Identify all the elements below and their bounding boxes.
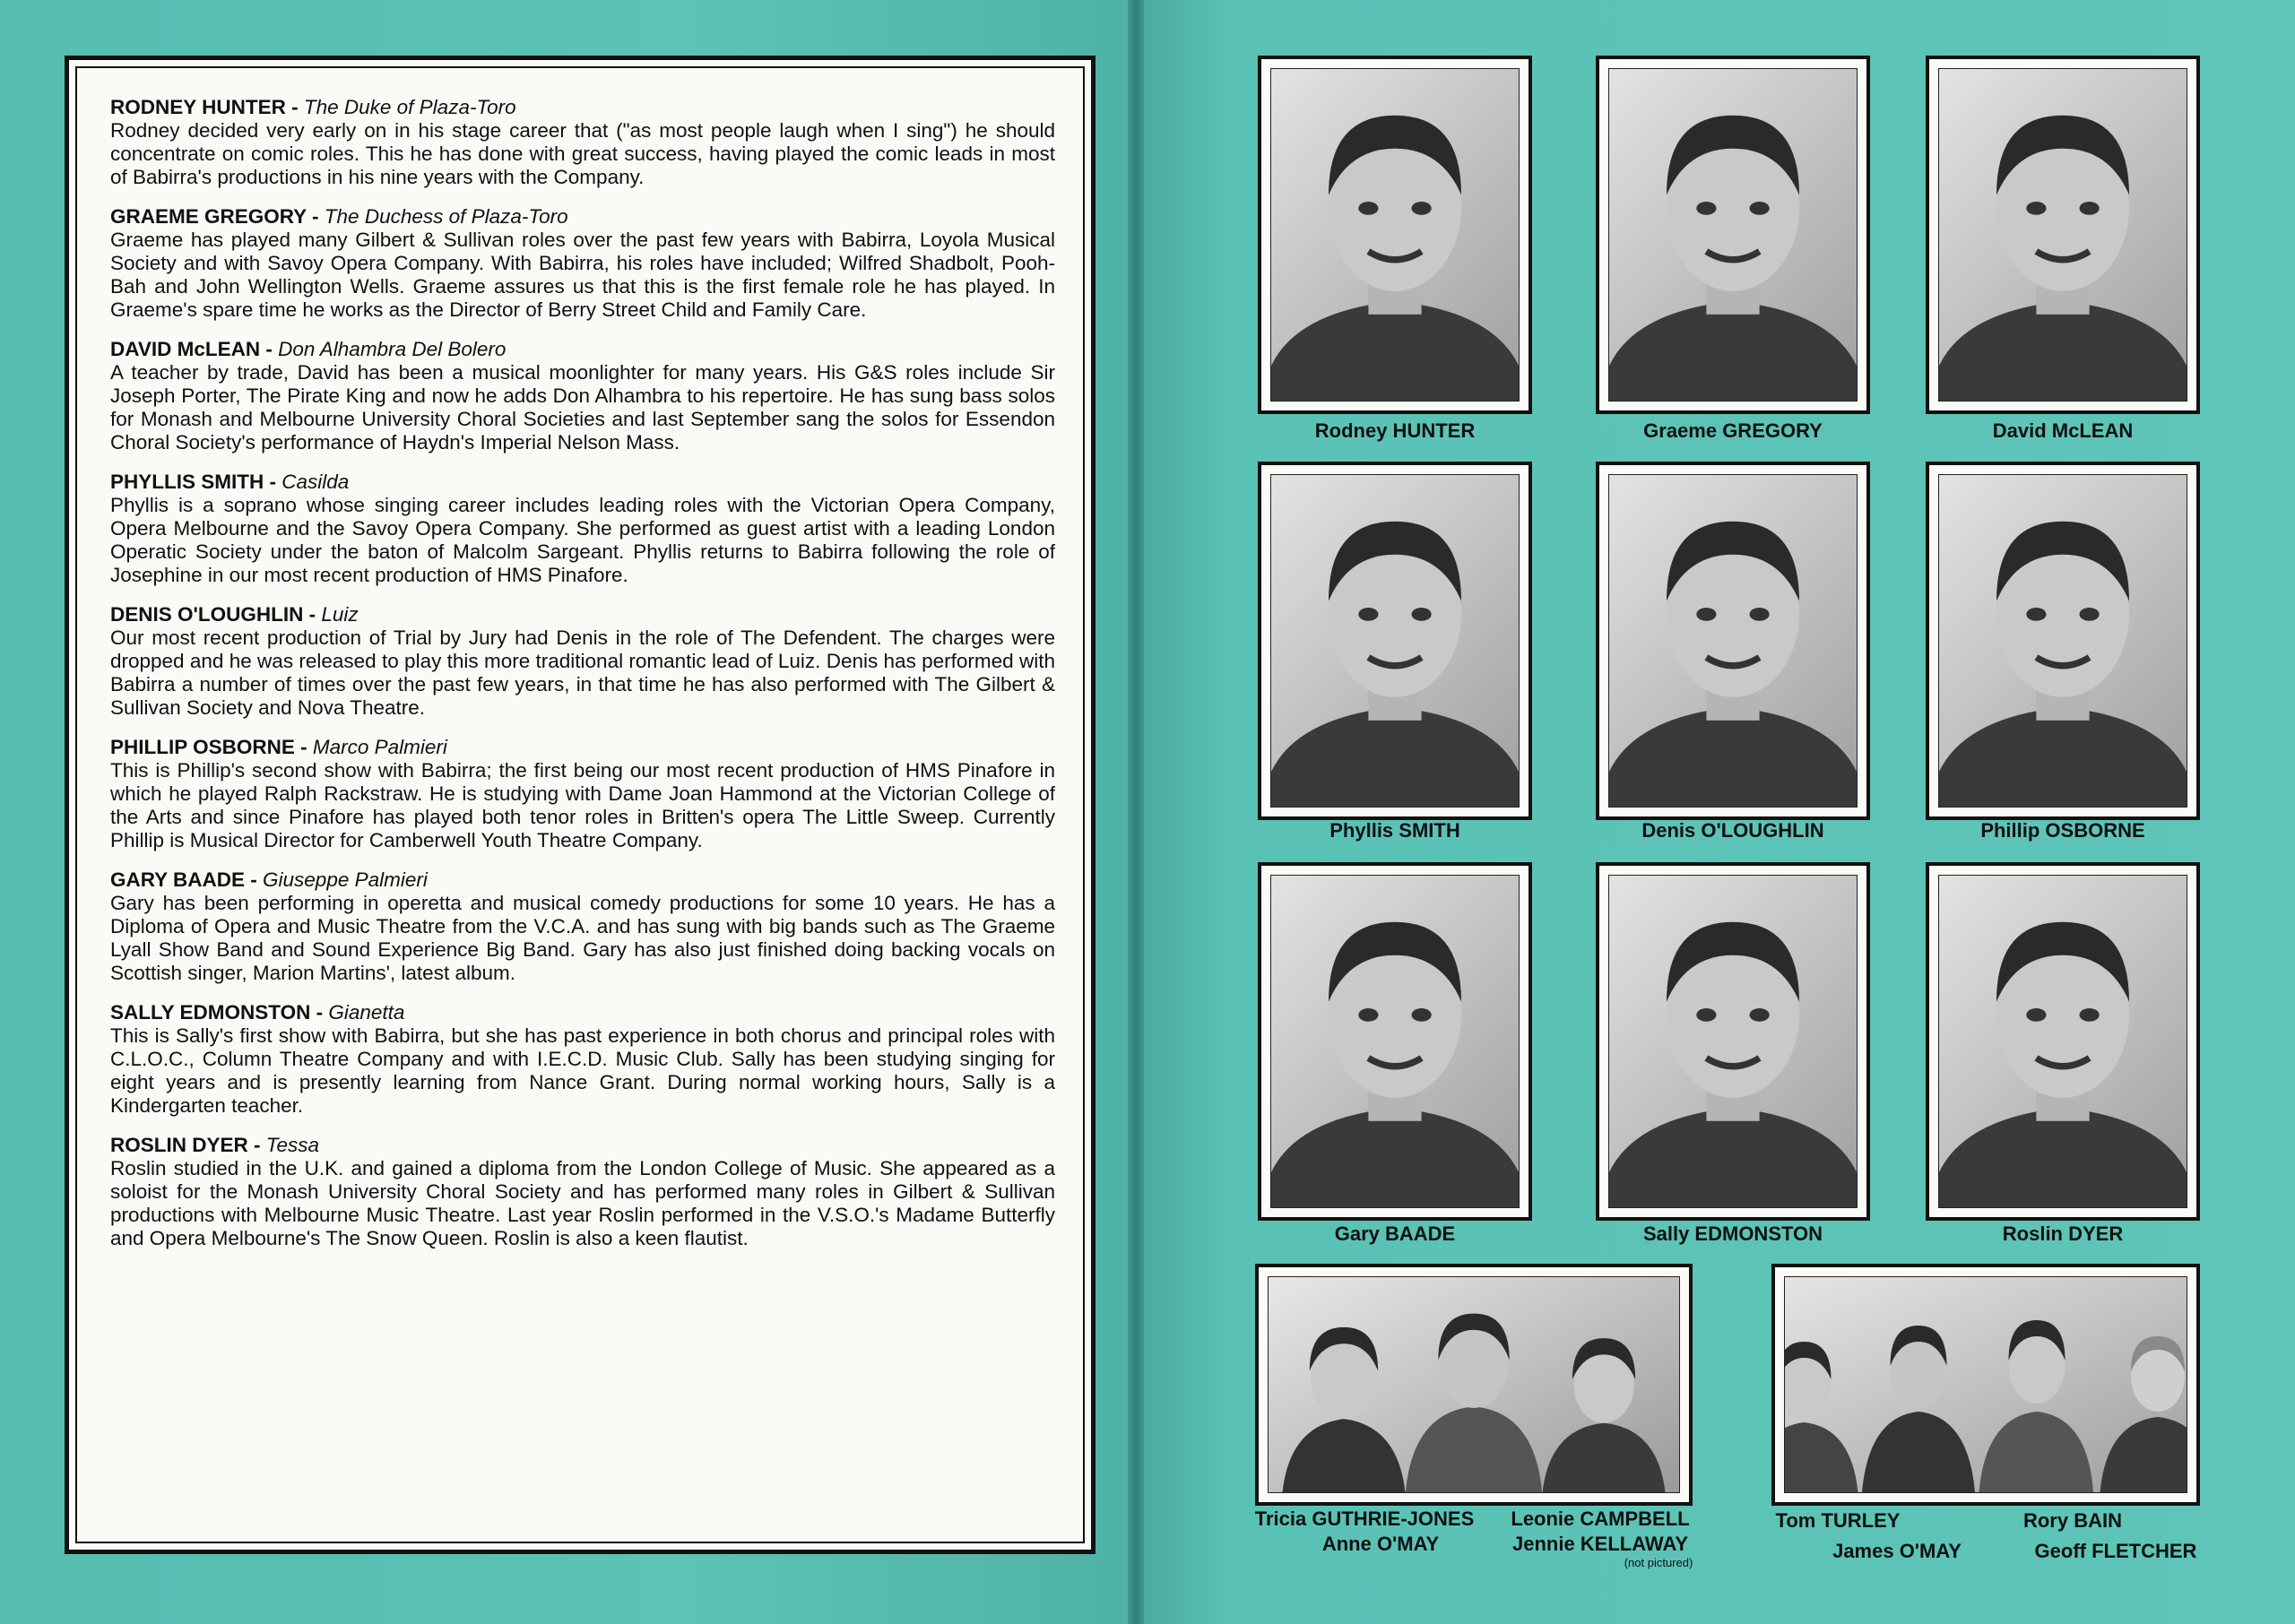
bio-role: Don Alhambra Del Bolero [278,338,507,360]
caption-denis-oloughlin: Denis O'LOUGHLIN [1641,819,1824,842]
caption-david-mclean: David McLEAN [1992,419,2134,442]
portrait-image [1609,475,1857,807]
bio-entry: DAVID McLEAN - Don Alhambra Del Bolero A teacher by trade, David has been a musical moonlighter for many years. His G&S roles include Sir Joseph Porter, The Pirate King and now he adds Don Alhambra to his repertoire. He has sung bass solos for Monash and Melbourne University Choral Societies and last September sang the solos for Essendon Choral Society's performance of Haydn's Imperial Nelson Mass. [110,338,1055,454]
bio-role: Luiz [321,603,359,626]
bio-text: Our most recent production of Trial by Jury had Denis in the role of The Defendent. The charges were dropped and he was released to play this more traditional romantic lead of Luiz. Denis has performed with Babirra a number of times over the past few years, in that time he has also performed with The Gilbert & Sullivan Society and Nova Theatre. [110,626,1055,719]
caption-tom-turley: Tom TURLEY [1775,1509,1901,1532]
bio-text: Graeme has played many Gilbert & Sullivan roles over the past few years with Babirra, Loyola Musical Society and with Savoy Opera Company. With Babirra, his roles have included; Wilfred Shadbolt, Pooh-Bah and John Wellington Wells. Graeme assures us that this is the first female role he has played. In Graeme's spare time he works as the Director of Berry Street Child and Family Care. [110,229,1055,321]
caption-rory-bain: Rory BAIN [2022,1509,2122,1532]
caption-phillip-osborne: Phillip OSBORNE [1980,819,2145,842]
portrait-image [1271,475,1519,807]
bio-entry: ROSLIN DYER - Tessa Roslin studied in the U.K. and gained a diploma from the London College of Music. She appeared as a soloist for the Monash University Choral Society and has performed many roles in Gilbert & Sullivan productions with Melbourne Music Theatre. Last year Roslin performed in the V.S.O.'s Madame Butterfly and Opera Melbourne's The Snow Queen. Roslin is also a keen flautist. [110,1134,1055,1249]
caption-graeme-gregory: Graeme GREGORY [1643,419,1823,442]
booklet-spine [1128,0,1144,1624]
bio-role: The Duke of Plaza-Toro [303,96,516,118]
bio-name: ROSLIN DYER [110,1134,248,1156]
caption-james-omay: James O'MAY [1832,1540,1962,1562]
bio-text: Gary has been performing in operetta and musical comedy productions for some 10 years. He has a Diploma of Opera and Music Theatre from the V.C.A. and has sung with big bands such as The Graeme Lyall Show Band and Sound Experience Big Band. Gary has also just finished doing backing vocals on Scottish singer, Marion Martins', latest album. [110,892,1055,984]
caption-leonie-campbell: Leonie CAMPBELL [1511,1507,1690,1530]
bio-text: This is Sally's first show with Babirra, but she has past experience in both chorus and principal roles with C.L.O.C., Column Theatre Company and with I.E.C.D. Music Club. Sally has been studying singing for eight years and is presently learning from Nance Grant. During normal working hours, Sally is a Kindergarten teacher. [110,1024,1055,1117]
photo-gary-baade [1258,862,1532,1221]
bio-name: PHILLIP OSBORNE [110,736,295,758]
photo-chorus-women [1255,1264,1693,1506]
caption-anne-omay: Anne O'MAY [1321,1533,1440,1555]
bio-entry: SALLY EDMONSTON - Gianetta This is Sally's first show with Babirra, but she has past experience in both chorus and principal roles with C.L.O.C., Column Theatre Company and with I.E.C.D. Music Club. Sally has been studying singing for eight years and is presently learning from Nance Grant. During normal working hours, Sally is a Kindergarten teacher. [110,1001,1055,1117]
group-photo-image [1269,1277,1679,1492]
bio-entry: DENIS O'LOUGHLIN - Luiz Our most recent production of Trial by Jury had Denis in the role of The Defendent. The charges were dropped and he was released to play this more traditional romantic lead of Luiz. Denis has performed with Babirra a number of times over the past few years, in that time he has also performed with The Gilbert & Sullivan Society and Nova Theatre. [110,603,1055,719]
caption-gary-baade: Gary BAADE [1334,1222,1456,1245]
bio-name: GARY BAADE [110,868,246,891]
bio-role: Casilda [281,471,350,493]
caption-roslin-dyer: Roslin DYER [2002,1222,2124,1245]
bio-entry: RODNEY HUNTER - The Duke of Plaza-Toro Rodney decided very early on in his stage career that ("as most people laugh when I sing") he should concentrate on comic roles. This he has done with great success, having played the comic leads in most of Babirra's productions in his nine years with the Company. [110,96,1055,188]
bio-entry: PHILLIP OSBORNE - Marco Palmieri This is Phillip's second show with Babirra; the first being our most recent production of HMS Pinafore in which he played Ralph Rackstraw. He is studying with Dame Joan Hammond at the Victorian College of the Arts and since Pinafore has played both tenor roles in Britten's opera The Little Sweep. Currently Phillip is Musical Director for Camberwell Youth Theatre Company. [110,736,1055,851]
bio-text: A teacher by trade, David has been a musical moonlighter for many years. His G&S roles include Sir Joseph Porter, The Pirate King and now he adds Don Alhambra to his repertoire. He has sung bass solos for Monash and Melbourne University Choral Societies and last September sang the solos for Essendon Choral Society's performance of Haydn's Imperial Nelson Mass. [110,361,1055,454]
bio-name: RODNEY HUNTER [110,96,286,118]
photo-graeme-gregory [1596,56,1870,414]
bio-text: Roslin studied in the U.K. and gained a diploma from the London College of Music. She appeared as a soloist for the Monash University Choral Society and has performed many roles in Gilbert & Sullivan productions with Melbourne Music Theatre. Last year Roslin performed in the V.S.O.'s Madame Butterfly and Opera Melbourne's The Snow Queen. Roslin is also a keen flautist. [110,1157,1055,1249]
portrait-image [1271,69,1519,401]
bio-entry: GARY BAADE - Giuseppe Palmieri Gary has been performing in operetta and musical comedy productions for some 10 years. He has a Diploma of Opera and Music Theatre from the V.C.A. and has sung with big bands such as The Graeme Lyall Show Band and Sound Experience Big Band. Gary has also just finished doing backing vocals on Scottish singer, Marion Martins', latest album. [110,868,1055,984]
bio-role: Tessa [265,1134,319,1156]
caption-not-pictured: (not pictured) [1624,1556,1693,1569]
photo-roslin-dyer [1926,862,2200,1221]
bio-entry: GRAEME GREGORY - The Duchess of Plaza-Toro Graeme has played many Gilbert & Sullivan roles over the past few years with Babirra, Loyola Musical Society and with Savoy Opera Company. With Babirra, his roles have included; Wilfred Shadbolt, Pooh-Bah and John Wellington Wells. Graeme assures us that this is the first female role he has played. In Graeme's spare time he works as the Director of Berry Street Child and Family Care. [110,205,1055,321]
group-photo-image [1785,1277,2187,1492]
portrait-image [1939,475,2187,807]
photo-rodney-hunter [1258,56,1532,414]
bio-text: Phyllis is a soprano whose singing career includes leading roles with the Victorian Opera Company, Opera Melbourne and the Savoy Opera Company. She performed as guest artist with a leading London Operatic Society under the baton of Malcolm Sargeant. Phyllis returns to Babirra following the role of Josephine in our most recent production of HMS Pinafore. [110,494,1055,586]
caption-phyllis-smith: Phyllis SMITH [1329,819,1460,842]
bio-list [110,96,1055,1514]
bio-role: Marco Palmieri [312,736,447,758]
bio-role: Giuseppe Palmieri [263,868,428,891]
photo-chorus-men [1771,1264,2200,1506]
bio-role: Gianetta [328,1001,405,1024]
bio-name: SALLY EDMONSTON [110,1001,311,1024]
caption-sally-edmonston: Sally EDMONSTON [1642,1222,1823,1245]
bio-entry: PHYLLIS SMITH - Casilda Phyllis is a soprano whose singing career includes leading roles with the Victorian Opera Company, Opera Melbourne and the Savoy Opera Company. She performed as guest artist with a leading London Operatic Society under the baton of Malcolm Sargeant. Phyllis returns to Babirra following the role of Josephine in our most recent production of HMS Pinafore. [110,471,1055,586]
portrait-image [1609,69,1857,401]
portrait-image [1271,876,1519,1207]
caption-rodney-hunter: Rodney HUNTER [1314,419,1476,442]
photo-sally-edmonston [1596,862,1870,1221]
portrait-image [1939,876,2187,1207]
caption-tricia-guthrie-jones: Tricia GUTHRIE-JONES [1254,1507,1475,1530]
bio-name: DAVID McLEAN [110,338,261,360]
portrait-image [1609,876,1857,1207]
photo-denis-oloughlin [1596,462,1870,820]
bio-text: This is Phillip's second show with Babirra; the first being our most recent production of HMS Pinafore in which he played Ralph Rackstraw. He is studying with Dame Joan Hammond at the Victorian College of the Arts and since Pinafore has played both tenor roles in Britten's opera The Little Sweep. Currently Phillip is Musical Director for Camberwell Youth Theatre Company. [110,759,1055,851]
caption-jennie-kellaway: Jennie KELLAWAY [1511,1533,1688,1555]
photo-david-mclean [1926,56,2200,414]
bio-role: The Duchess of Plaza-Toro [324,205,568,228]
photo-phyllis-smith [1258,462,1532,820]
portrait-image [1939,69,2187,401]
cast-biographies-box [65,56,1096,1554]
photo-phillip-osborne [1926,462,2200,820]
bio-text: Rodney decided very early on in his stage career that ("as most people laugh when I sing") he should concentrate on comic roles. This he has done with great success, having played the comic leads in most of Babirra's productions in his nine years with the Company. [110,119,1055,188]
bio-name: GRAEME GREGORY [110,205,307,228]
bio-name: PHYLLIS SMITH [110,471,264,493]
caption-geoff-fletcher: Geoff FLETCHER [2034,1540,2197,1562]
bio-name: DENIS O'LOUGHLIN [110,603,304,626]
